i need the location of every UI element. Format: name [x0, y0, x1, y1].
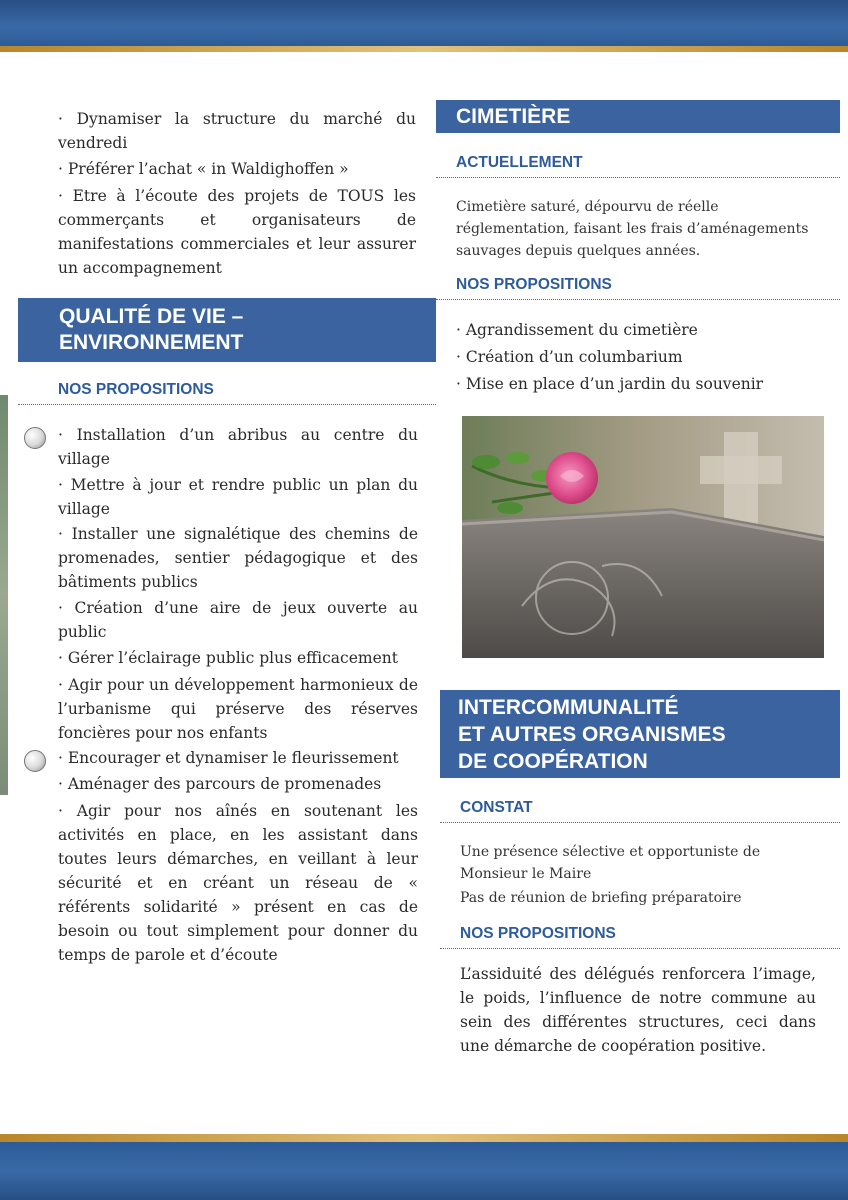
proposal-bullet-2: · Mettre à jour et rendre public un plan du village: [58, 476, 418, 518]
subheading-nos-propositions-inter: NOS PROPOSITIONS: [460, 925, 616, 942]
top-gold-rule: [0, 46, 848, 52]
cemetery-bullet-1: · Agrandissement du cimetière: [456, 321, 698, 339]
proposal-bullet-7: · Encourager et dynamiser le fleurissement: [58, 749, 399, 767]
proposal-bullet-8: · Aménager des parcours de promenades: [58, 775, 382, 793]
inter-title-line1: INTERCOMMUNALITÉ: [458, 696, 679, 719]
constat-text-2: Pas de réunion de briefing préparatoire: [460, 890, 742, 906]
section-title-line2: ENVIRONNEMENT: [59, 331, 244, 354]
bullet-circle-icon: [24, 750, 46, 772]
intro-bullet-3: · Etre à l’écoute des projets de TOUS les commerçants et organisateurs de manifestations commerciales et leur assurer un accompagnement: [58, 187, 416, 277]
subheading-nos-propositions-cemetery: NOS PROPOSITIONS: [456, 276, 612, 293]
proposal-bullet-6: · Agir pour un développement harmonieux de l’urbanisme qui préserve des réserves foncières pour nos enfants: [58, 676, 418, 742]
bullet-circle-icon: [24, 427, 46, 449]
subheading-constat: CONSTAT: [460, 799, 533, 816]
inter-title-line2: ET AUTRES ORGANISMES: [458, 723, 726, 746]
cemetery-bullet-3: · Mise en place d’un jardin du souvenir: [456, 375, 764, 393]
left-edge-photo-strip: [0, 395, 8, 795]
dotted-rule-left: [18, 404, 436, 405]
cemetery-bullet-2: · Création d’un columbarium: [456, 348, 683, 366]
bottom-gold-rule: [0, 1134, 848, 1142]
constat-text-1: Une présence sélective et opportuniste de Monsieur le Maire: [460, 844, 761, 882]
intro-bullet-2: · Préférer l’achat « in Waldighoffen »: [58, 160, 349, 178]
inter-proposals-text: L’assiduité des délégués renforcera l’image, le poids, l’influence de notre commune au sein des différentes structures, ceci dans une démarche de coopération positive.: [460, 965, 816, 1055]
section-title-line1: QUALITÉ DE VIE –: [59, 305, 244, 328]
dotted-rule-actuellement: [436, 177, 840, 178]
proposal-bullet-9: · Agir pour nos aînés en soutenant les activités en place, en les assistant dans toutes leurs démarches, en veillant à leur sécurité et en créant un réseau de « référents solidarité » présent en cas de besoin ou tout simplement pour donner du temps de parole et d’écoute: [58, 802, 418, 964]
section-banner-quality-of-life: [18, 298, 436, 362]
current-situation-text: Cimetière saturé, dépourvu de réelle réglementation, faisant les frais d’aménagements sauvages depuis quelques années.: [456, 199, 809, 259]
section-banner-intercommunality: [440, 690, 840, 778]
bottom-band: [0, 1142, 848, 1200]
intro-bullet-1: · Dynamiser la structure du marché du vendredi: [58, 110, 416, 152]
proposal-bullet-1: · Installation d’un abribus au centre du village: [58, 426, 418, 468]
proposal-bullet-5: · Gérer l’éclairage public plus efficacement: [58, 649, 398, 667]
proposal-bullet-3: · Installer une signalétique des chemins de promenades, sentier pédagogique et des bâtiments publics: [58, 525, 418, 591]
cemetery-title: CIMETIÈRE: [456, 105, 571, 128]
section-banner-cemetery: [436, 100, 840, 133]
subheading-nos-propositions-left: NOS PROPOSITIONS: [58, 381, 214, 398]
top-band: [0, 0, 848, 46]
dotted-rule-cemetery-proposals: [436, 299, 840, 300]
cemetery-rose-photo: [462, 416, 824, 658]
dotted-rule-constat: [440, 822, 840, 823]
subheading-actuellement: ACTUELLEMENT: [456, 154, 583, 171]
proposal-bullet-4: · Création d’une aire de jeux ouverte au public: [58, 599, 418, 641]
inter-title-line3: DE COOPÉRATION: [458, 750, 648, 773]
dotted-rule-inter-proposals: [440, 948, 840, 949]
